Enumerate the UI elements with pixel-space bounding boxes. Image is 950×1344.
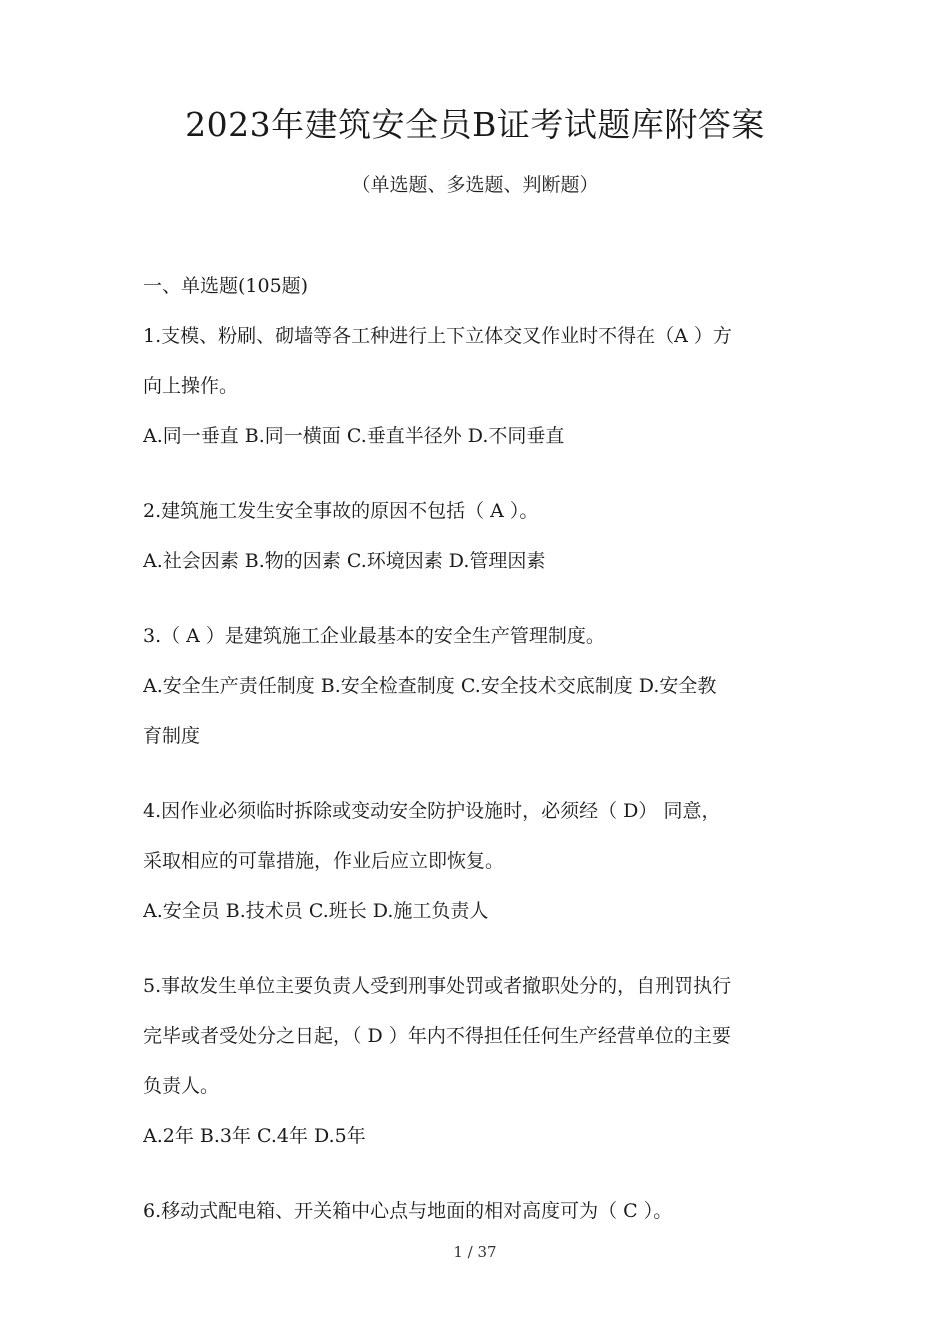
- question-options: A.安全生产责任制度 B.安全检查制度 C.安全技术交底制度 D.安全教: [143, 675, 717, 697]
- document-title: 2023年建筑安全员B证考试题库附答案: [185, 105, 765, 144]
- document-subtitle: （单选题、多选题、判断题）: [351, 174, 599, 196]
- document-body: [143, 268, 815, 1230]
- section-heading: 一、单选题(105题): [143, 275, 309, 297]
- question-options: 育制度: [143, 725, 201, 747]
- question-text: 向上操作。: [143, 375, 239, 397]
- question-text: 完毕或者受处分之日起，（ D ）年内不得担任任何生产经营单位的主要: [143, 1025, 731, 1047]
- question-text: 6.移动式配电箱、开关箱中心点与地面的相对高度可为（ C ）。: [143, 1200, 673, 1222]
- question-options: A.同一垂直 B.同一横面 C.垂直半径外 D.不同垂直: [143, 425, 565, 447]
- question-text: 5.事故发生单位主要负责人受到刑事处罚或者撤职处分的，自刑罚执行: [143, 975, 732, 997]
- question-options: A.社会因素 B.物的因素 C.环境因素 D.管理因素: [143, 550, 546, 572]
- question-text: 2.建筑施工发生安全事故的原因不包括（ A ）。: [143, 500, 539, 522]
- question-text: 3.（ A ）是建筑施工企业最基本的安全生产管理制度。: [143, 625, 605, 647]
- question-options: A.安全员 B.技术员 C.班长 D.施工负责人: [143, 900, 489, 922]
- question-text: 1.支模、粉刷、砌墙等各工种进行上下立体交叉作业时不得在（A ）方: [143, 325, 732, 347]
- question-text: 4.因作业必须临时拆除或变动安全防护设施时，必须经（ D） 同意，: [143, 800, 721, 822]
- question-options: A.2年 B.3年 C.4年 D.5年: [143, 1125, 366, 1147]
- page-number: 1 / 37: [453, 1243, 497, 1261]
- question-text: 负责人。: [143, 1075, 220, 1097]
- question-text: 采取相应的可靠措施，作业后应立即恢复。: [143, 850, 505, 872]
